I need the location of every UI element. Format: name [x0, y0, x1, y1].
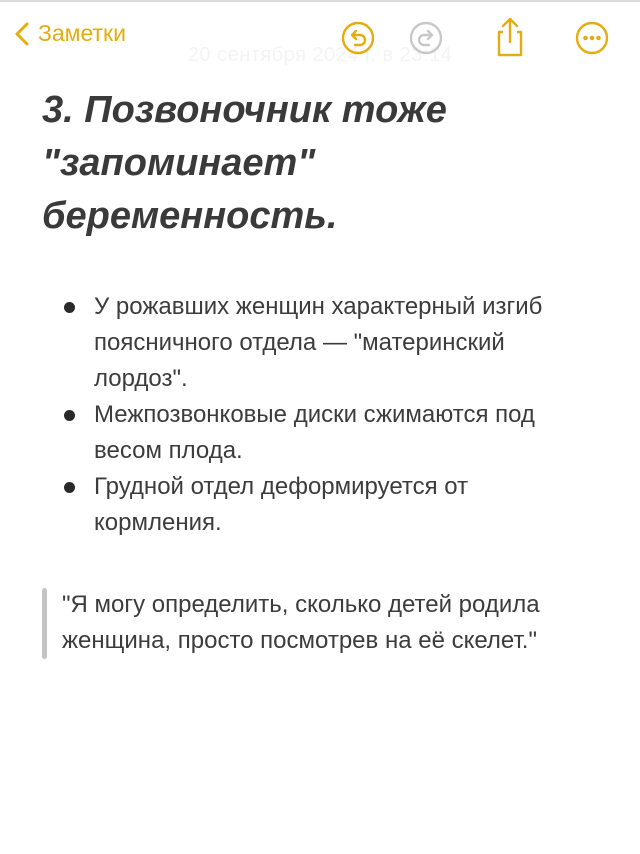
redo-button[interactable] — [408, 20, 444, 56]
redo-icon — [408, 20, 444, 56]
list-item — [42, 397, 602, 469]
more-button[interactable] — [574, 20, 610, 56]
bullet-dot — [64, 410, 75, 421]
undo-icon — [340, 20, 376, 56]
bullet-dot — [64, 482, 75, 493]
undo-button[interactable] — [340, 20, 376, 56]
note-heading: 3. Позвоночник тоже "запоминает" беременность. — [42, 89, 447, 237]
list-item — [42, 469, 602, 541]
back-button[interactable] — [14, 20, 126, 47]
note-date: 20 сентября 2024 г. в 23:14 — [187, 44, 453, 66]
bullet-dot — [64, 302, 75, 313]
more-icon — [574, 20, 610, 56]
list-item-text: У рожавших женщин характерный изгиб поясничного отдела — "материнский лордоз". — [94, 293, 543, 392]
quote-text: "Я могу определить, сколько детей родила женщина, просто посмотрев на её скелет." — [62, 591, 540, 654]
block-quote — [42, 587, 602, 659]
note-body[interactable] — [42, 84, 602, 659]
share-button[interactable] — [490, 16, 530, 58]
back-label: Заметки — [38, 20, 126, 46]
bullet-list — [42, 289, 602, 541]
list-item-text: Грудной отдел деформируется от кормления. — [94, 473, 469, 536]
list-item — [42, 289, 602, 397]
navigation-bar — [0, 0, 640, 76]
share-icon — [490, 16, 530, 58]
list-item-text: Межпозвонковые диски сжимаются под весом плода. — [94, 401, 535, 464]
quote-bar — [42, 588, 47, 659]
chevron-left-icon — [14, 21, 30, 47]
